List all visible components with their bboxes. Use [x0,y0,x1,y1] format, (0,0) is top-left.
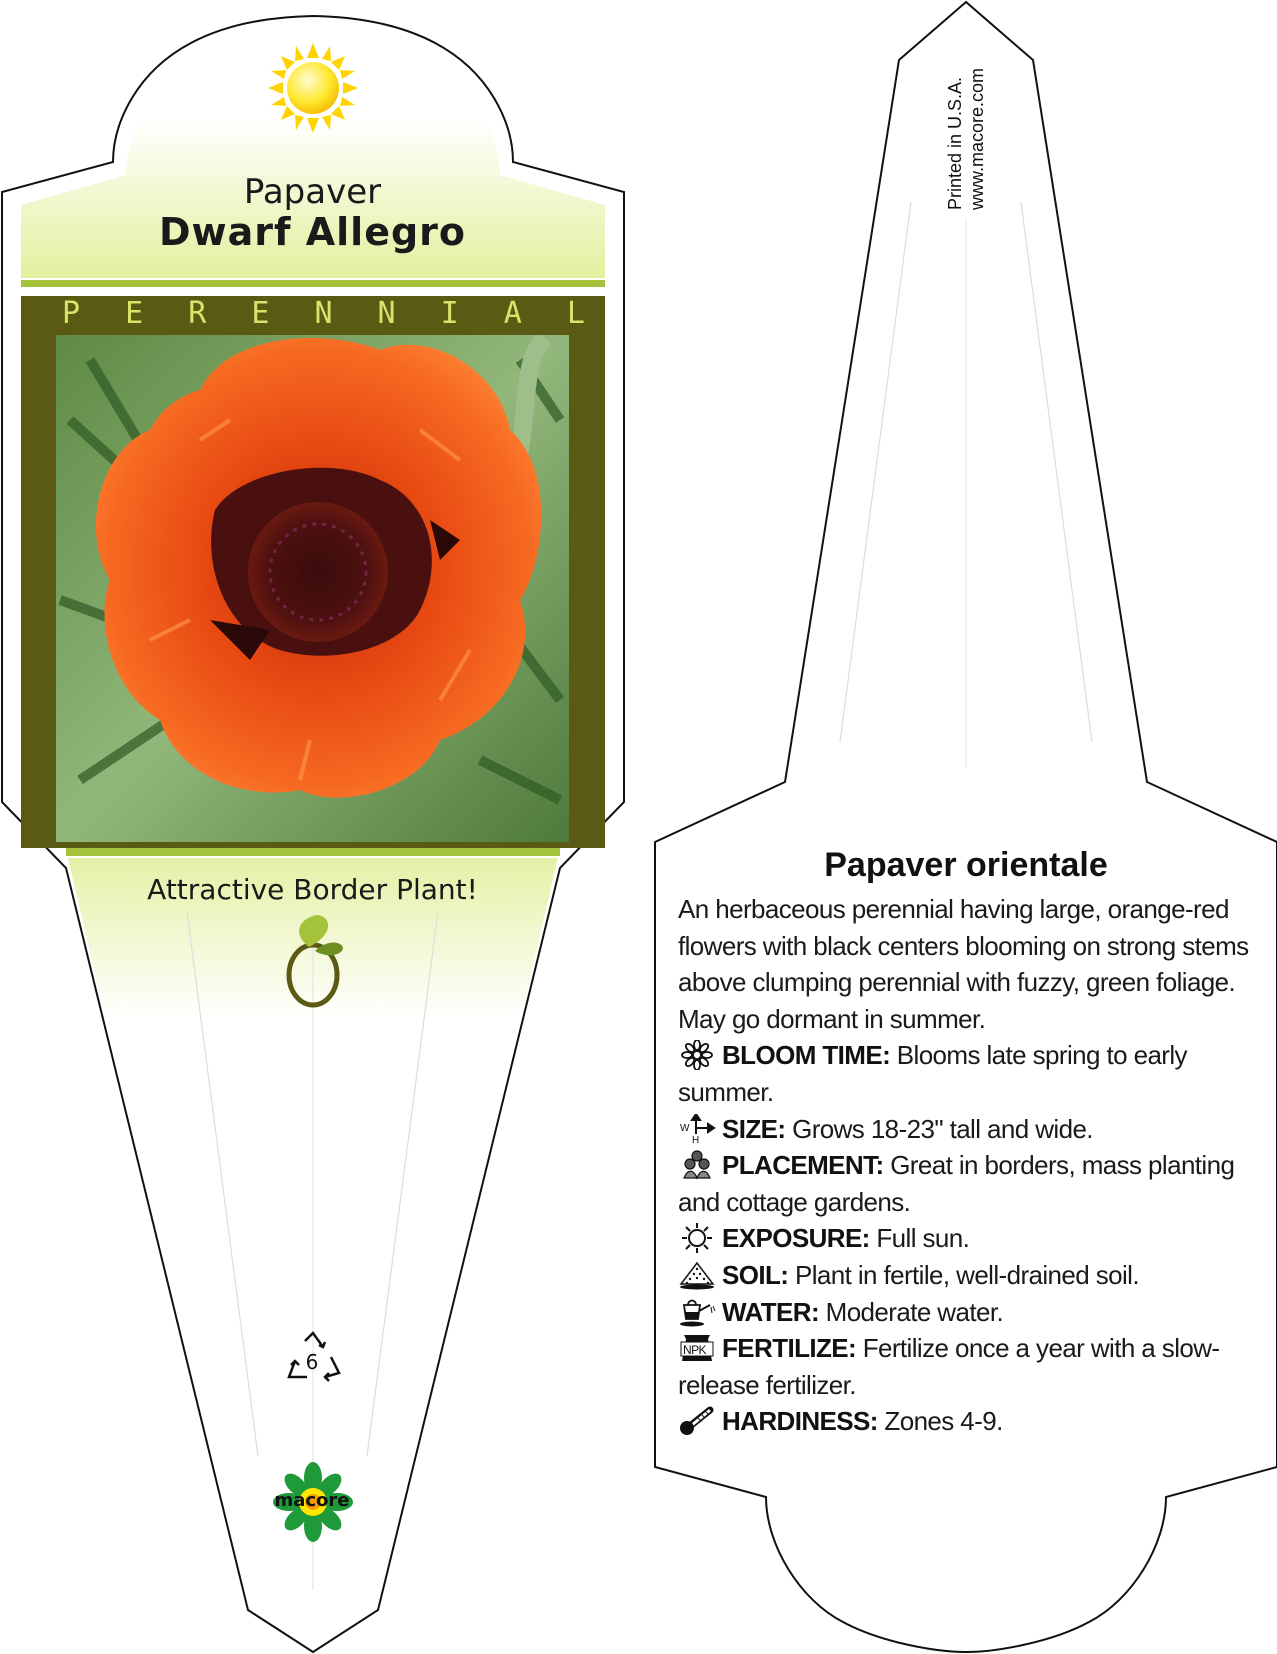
category-letter: L [566,296,585,331]
poppy-photo [56,335,569,842]
care-text: Zones 4-9. [884,1406,1003,1437]
category-letter: I [440,296,459,331]
care-item-placement [678,1147,1250,1220]
svg-text:H: H [692,1134,699,1144]
svg-text:NPK: NPK [683,1343,706,1358]
sun-outline-icon [678,1223,716,1253]
category-letter: E [251,296,270,331]
genus-name: Papaver [243,172,382,212]
care-item-size [678,1111,1250,1148]
flower-icon [678,1040,716,1070]
care-label: EXPOSURE: [722,1223,870,1254]
description: An herbaceous perennial having large, orange-red flowers with black centers blooming on strong stems above clumping perennial with fuzzy, green foliage. May go dormant in summer. [678,894,1249,1034]
soil-pile-icon [678,1260,716,1290]
care-text: Full sun. [876,1223,970,1254]
care-item-hardiness [678,1403,1250,1440]
care-text: Great in borders, mass planting and cottage gardens. [678,1150,1235,1217]
front-tag [2,16,624,1652]
care-item-bloom [678,1037,1250,1110]
category-label [22,296,607,336]
care-item-water [678,1294,1250,1331]
watering-can-icon [678,1297,716,1327]
botanical-name: Papaver orientale [824,846,1108,884]
thermometer-icon [678,1406,716,1436]
care-text: Moderate water. [825,1296,1004,1327]
print-info [944,68,988,210]
care-label: PLACEMENT: [722,1150,884,1181]
category-letter: P [62,296,81,331]
website-text: www.macore.com [967,67,987,210]
care-label: SOIL: [722,1259,789,1290]
care-item-soil [678,1257,1250,1294]
care-label: FERTILIZE: [722,1333,857,1364]
care-item-fertilize [678,1330,1250,1403]
category-letter: N [314,296,333,331]
care-text: Fertilize once a year with a slow-release fertilizer. [678,1333,1220,1400]
care-text: Grows 18-23" tall and wide. [792,1113,1093,1144]
sun-icon [268,43,358,133]
care-label: HARDINESS: [722,1406,878,1437]
category-letter: N [377,296,396,331]
care-text: Plant in fertile, well-drained soil. [794,1259,1139,1290]
size-arrows-icon [678,1114,716,1144]
care-label: WATER: [722,1296,820,1327]
plants-cluster-icon [678,1150,716,1180]
care-label: BLOOM TIME: [722,1040,891,1071]
tagline: Attractive Border Plant! [147,873,478,906]
svg-text:W: W [680,1122,689,1134]
cultivar-name: Dwarf Allegro [158,210,467,254]
care-item-exposure [678,1220,1250,1257]
recycle-code: 6 [305,1350,319,1374]
printed-in-text: Printed in U.S.A. [945,76,965,210]
category-letter: E [125,296,144,331]
category-letter: A [503,296,522,331]
npk-fertilizer-icon [678,1333,716,1363]
care-label: SIZE: [722,1113,786,1144]
category-letter: R [188,296,207,331]
care-text: Blooms late spring to early summer. [678,1040,1187,1107]
care-info [678,891,1250,1440]
brand-wordmark: macore [274,1490,350,1511]
